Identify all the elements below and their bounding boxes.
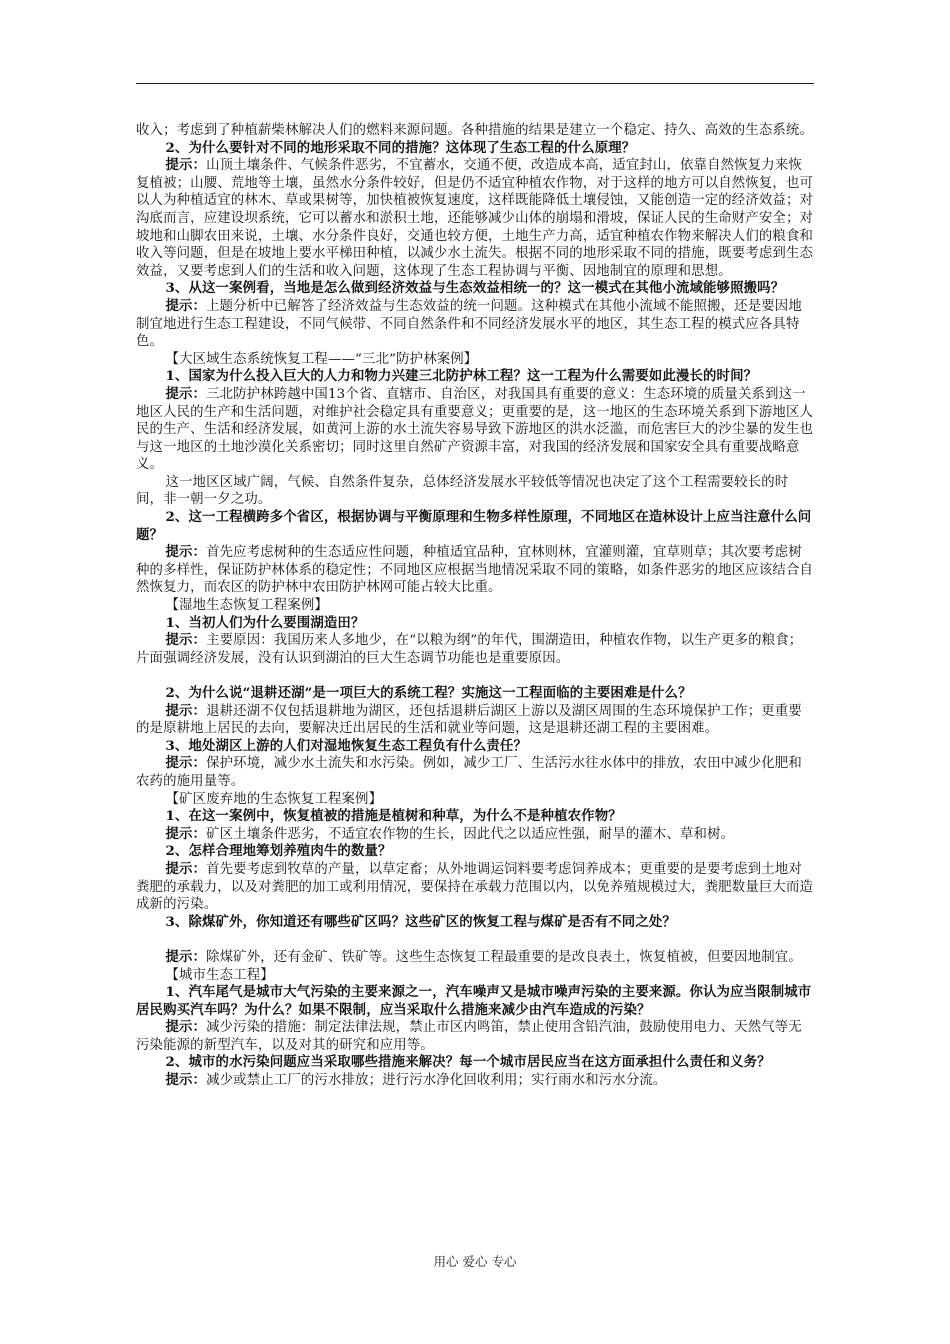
hint-text: 上题分析中已解答了经济效益与生态效益的统一问题。这种模式在其他小流域不能照搬，还是要因地制宜地进行生态工程建设，不同气候带、不同自然条件和不同经济发展水平的地区，其生态工程的模式应各具特色。 [136,298,802,350]
hint-label: 提示： [165,297,207,314]
hint-text: 三北防护林跨越中国13个省、直辖市、自治区，对我国具有重要的意义：生态环境的质量关系到这一地区人民的生产和生活问题，对维护社会稳定具有重要意义；更重要的是，这一地区的生态环境关系到下游地区人民的生产、生活和经济发展，如黄河上游的水土流失容易导致下游地区的洪水泛滥，而危害巨大的沙尘暴的发生也与这一地区的土地沙漠化关系密切；同时这里自然矿产资源丰富，对我国的经济发展和国家安全具有重要战略意义。 [136,386,814,473]
answer-hint [136,861,814,914]
section-heading: 【矿区废弃地的生态恢复工程案例】 [165,791,383,807]
question: 2、这一工程横跨多个省区，根据协调与平衡原理和生物多样性原理，不同地区在造林设计上应当注意什么问题？ [136,509,812,543]
answer-hint [136,1019,814,1054]
blank-line [136,667,814,685]
hint-label: 提示： [165,632,207,649]
hint-label: 提示： [165,825,207,842]
question: 2、城市的水污染问题应当采取哪些措施来解决？每一个城市居民应当在这方面承担什么责任和义务？ [165,1054,771,1071]
hint-text: 除煤矿外，还有金矿、铁矿等。这些生态恢复工程最重要的是改良表土，恢复植被，但要因地制宜。 [206,949,802,965]
hint-text: 减少污染的措施：制定法律法规，禁止市区内鸣笛，禁止使用含铅汽油，鼓励使用电力、天然气等无污染能源的新型汽车，以及对其的研究和应用等。 [136,1020,802,1053]
hint-text: 首先应考虑树种的生态适应性问题，种植适宜品种，宜林则林，宜灌则灌，宜草则草；其次要考虑树种的多样性，保证防护林体系的稳定性；不同地区应根据当地情况采取不同的策略，如条件恶劣的地区应该结合自然恢复力，而农区的防护林中农田防护林网可能占较大比重。 [136,545,814,596]
question: 1、国家为什么投入巨大的人力和物力兴建三北防护林工程？这一工程为什么需要如此漫长的时间？ [165,368,758,385]
hint-label: 提示： [165,544,207,561]
hint-text: 减少或禁止工厂的污水排放；进行污水净化回收利用；实行雨水和污水分流。 [206,1073,667,1089]
answer-hint [136,826,814,844]
section-heading: 【湿地生态恢复工程案例】 [165,598,328,614]
answer-hint [136,949,814,967]
header-rule [136,83,814,84]
question: 1、在这一案例中，恢复植被的措施是植树和种草，为什么不是种植农作物？ [165,808,622,825]
hint-text: 山顶土壤条件、气候条件恶劣，不宜蓄水，交通不便，改造成本高，适宜封山，依靠自然恢复力来恢复植被；山腰、荒地等土壤，虽然水分条件较好，但是仍不适宜种植农作物，对于这样的地方可以自然恢复，也可以人为种植适宜的林木、草或果树等，加快植被恢复速度，这样既能降低土壤侵蚀，又能创造一定的经济效益；对沟底而言，应建设坝系统，它可以蓄水和淤积土地，还能够减少山体的崩塌和滑坡，保证人民的生命财产安全；对坡地和山脚农田来说，土壤、水分条件良好，交通也较方便，土地生产力高，适宜种植农作物来解决人们的粮食和收入等问题，但是在坡地上要水平梯田种植，以减少水土流失。根据不同的地形采取不同的措施，既要考虑到生态效益，又要考虑到人们的生活和收入问题，这体现了生态工程协调与平衡、因地制宜的原理和思想。 [136,158,814,279]
hint-label: 提示： [165,702,207,719]
hint-label: 提示： [165,1019,207,1036]
hint-text: 矿区土壤条件恶劣，不适宜农作物的生长，因此代之以适应性强，耐旱的灌木、草和树。 [206,826,735,842]
body-paragraph: 这一地区区域广阔，气候、自然条件复杂，总体经济发展水平较低等情况也决定了这个工程需要较长的时间，非一朝一夕之功。 [136,474,789,508]
question: 2、怎样合理地筹划养殖肉牛的数量？ [165,843,392,860]
answer-hint [136,386,814,474]
section-heading: 【大区域生态系统恢复工程——“三北”防护林案例】 [165,351,478,367]
question: 2、为什么要针对不同的地形采取不同的措施？这体现了生态工程的什么原理？ [165,139,636,156]
answer-hint [136,298,814,351]
question: 3、地处湖区上游的人们对湿地恢复生态工程负有什么责任？ [165,737,527,754]
question: 3、除煤矿外，你知道还有哪些矿区吗？这些矿区的恢复工程与煤矿是否有不同之处？ [165,913,676,930]
intro-paragraph: 收入；考虑到了种植薪柴林解决人们的燃料来源问题。各种措施的结果是建立一个稳定、持久、高效的生态系统。 [136,123,814,138]
question: 2、为什么说“退耕还湖”是一项巨大的系统工程？实施这一工程面临的主要困难是什么？ [165,685,692,701]
hint-text: 主要原因：我国历来人多地少，在“以粮为纲”的年代，围湖造田，种植农作物，以生产更多的粮食；片面强调经济发展，没有认识到湖泊的巨大生态调节功能也是重要原因。 [136,633,803,666]
question: 1、汽车尾气是城市大气污染的主要来源之一，汽车噪声又是城市噪声污染的主要来源。你认为应当限制城市居民购买汽车吗？为什么？如果不限制，应当采取什么措施来减少由汽车造成的污染？ [136,984,812,1018]
hint-text: 首先要考虑到牧草的产量，以草定畜；从外地调运饲料要考虑饲养成本；更重要的是要考虑到土地对粪肥的承载力，以及对粪肥的加工或利用情况，要保持在承载力范围以内，以免养殖规模过大，粪肥数量巨大而造成新的污染。 [136,861,814,913]
answer-hint [136,703,814,738]
question: 3、从这一案例看，当地是怎么做到经济效益与生态效益相统一的？这一模式在其他小流域能够照搬吗？ [165,280,785,297]
page-footer: 用心 爱心 专心 [433,1254,517,1269]
hint-label: 提示： [165,157,207,174]
blank-line [136,931,814,949]
hint-label: 提示： [165,755,207,772]
hint-text: 保护环境，减少水土流失和水污染。例如，减少工厂、生活污水往水体中的排放，农田中减少化肥和农药的施用量等。 [136,756,802,789]
answer-hint [136,755,814,790]
question: 1、当初人们为什么要围湖造田？ [165,614,365,631]
hint-label: 提示： [165,385,207,402]
document-body [136,122,814,1090]
answer-hint [136,1072,814,1090]
hint-label: 提示： [165,1072,207,1089]
hint-label: 提示： [165,948,207,965]
section-heading: 【城市生态工程】 [165,967,274,983]
hint-label: 提示： [165,860,207,877]
hint-text: 退耕还湖不仅包括退耕地为湖区，还包括退耕后湖区上游以及湖区周围的生态环境保护工作；更重要的是原耕地上居民的去向，要解决迁出居民的生活和就业等问题，这是退耕还湖工程的主要困难。 [136,703,802,737]
answer-hint [136,544,814,597]
answer-hint [136,157,814,280]
answer-hint [136,632,814,667]
